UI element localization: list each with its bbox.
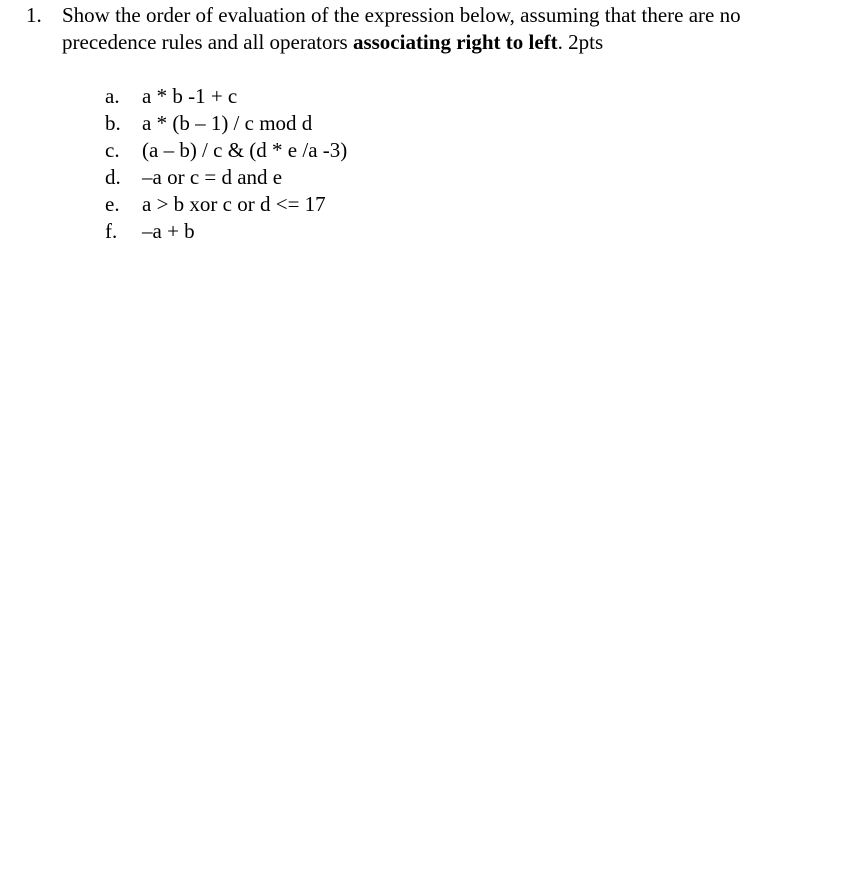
- question-text: [62, 2, 836, 56]
- item-letter: c.: [105, 138, 120, 162]
- item-expression: a * b -1 + c: [142, 84, 238, 108]
- item-expression: a * (b – 1) / c mod d: [142, 111, 313, 135]
- list-item-d: [105, 164, 347, 191]
- question-text-start: Show the order of evaluation of the expression below, assuming that there are no precedence rules and all operators: [62, 3, 741, 54]
- question-text-end: . 2pts: [557, 30, 604, 54]
- item-letter: f.: [105, 219, 118, 243]
- question-1: [26, 2, 836, 56]
- item-letter: a.: [105, 84, 120, 108]
- item-expression: –a + b: [142, 219, 195, 243]
- list-item-e: [105, 191, 347, 218]
- item-letter: e.: [105, 192, 120, 216]
- expression-list: [105, 83, 347, 245]
- item-letter: b.: [105, 111, 121, 135]
- question-text-bold: associating right to left: [352, 30, 558, 54]
- item-expression: a > b xor c or d <= 17: [142, 192, 326, 216]
- question-number: 1.: [26, 3, 42, 27]
- item-expression: (a – b) / c & (d * e /a -3): [142, 138, 348, 162]
- list-item-c: [105, 137, 347, 164]
- list-item-b: [105, 110, 347, 137]
- list-item-a: [105, 83, 347, 110]
- item-letter: d.: [105, 165, 121, 189]
- list-item-f: [105, 218, 347, 245]
- item-expression: –a or c = d and e: [142, 165, 283, 189]
